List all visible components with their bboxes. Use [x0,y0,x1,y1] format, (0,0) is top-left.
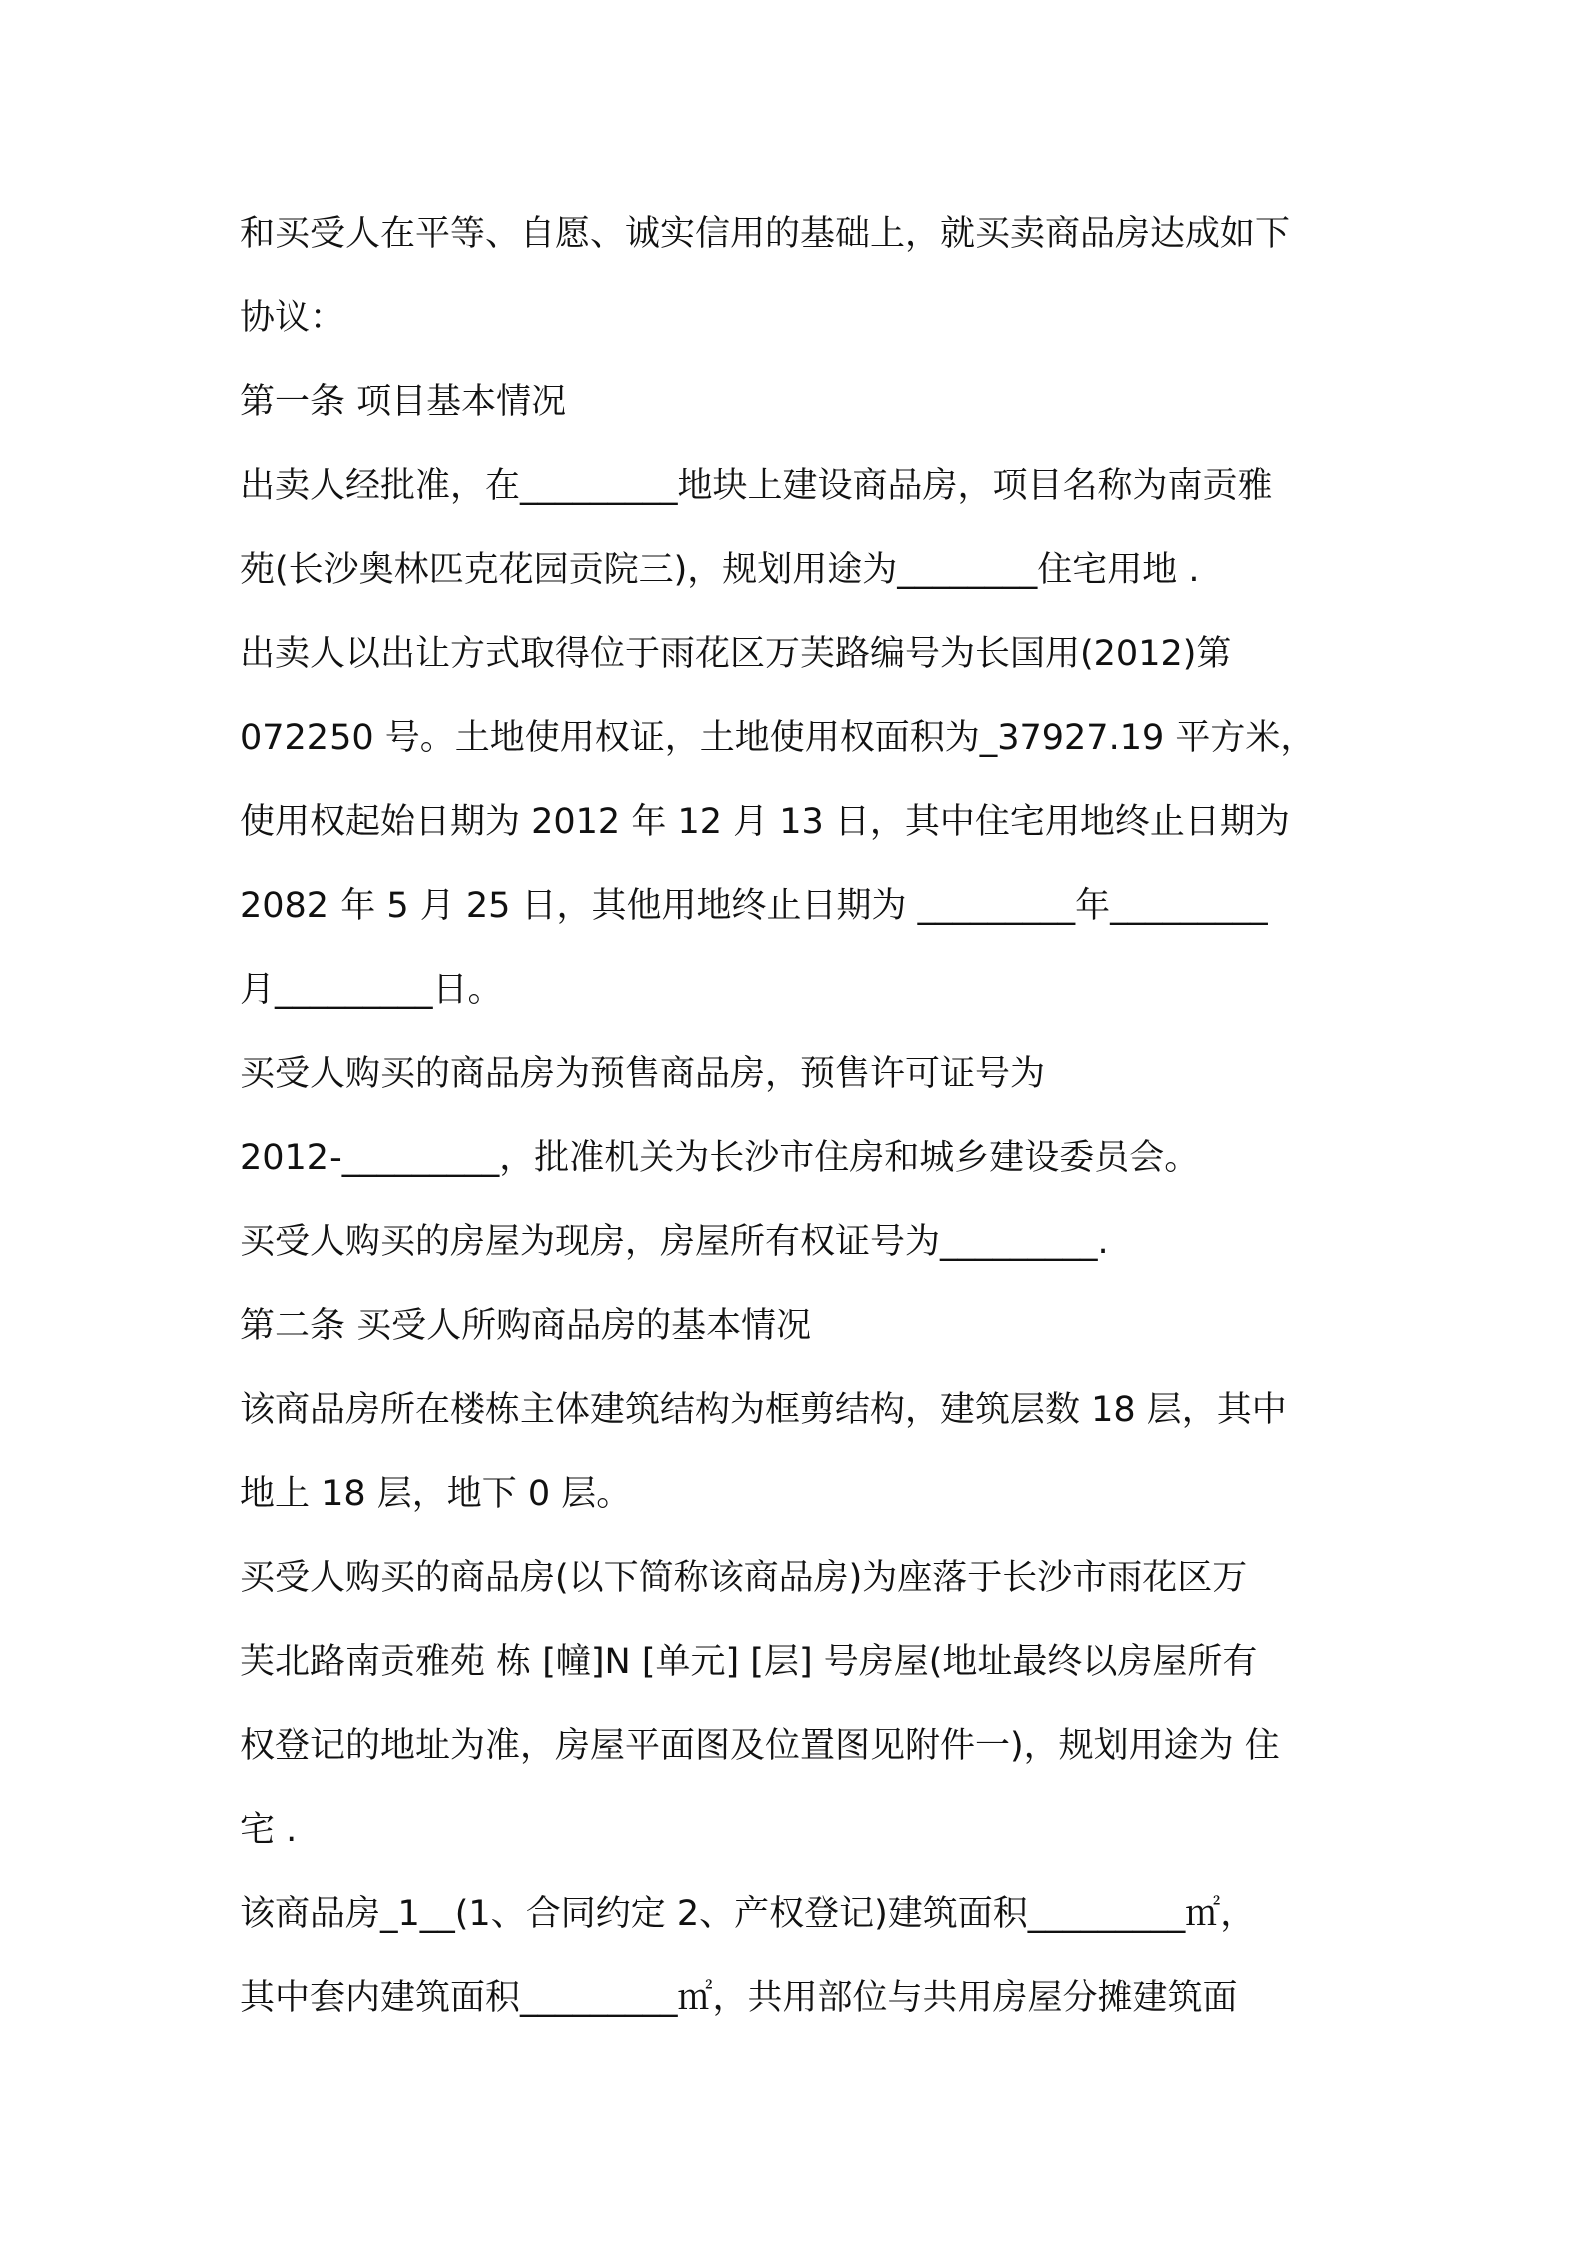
document-body [240,192,1360,2040]
text-line: 协议： [240,298,346,338]
text-line: 月_________日。 [240,970,503,1010]
text-line: 2012-_________，批准机关为长沙市住房和城乡建设委员会。 [240,1138,1200,1178]
article-heading: 第二条 买受人所购商品房的基本情况 [240,1306,812,1346]
text-line: 权登记的地址为准，房屋平面图及位置图见附件一)，规划用途为 住 [240,1726,1280,1766]
text-line: 宅 . [240,1810,298,1850]
text-line: 072250 号。土地使用权证，土地使用权面积为_37927.19 平方米， [240,718,1316,758]
text-line: 使用权起始日期为 2012 年 12 月 13 日，其中住宅用地终止日期为 [240,802,1290,842]
text-line: 买受人购买的商品房(以下简称该商品房)为座落于长沙市雨花区万 [240,1558,1248,1598]
article-heading: 第一条 项目基本情况 [240,382,567,422]
text-line: 该商品房_1__(1、合同约定 2、产权登记)建筑面积_________㎡， [240,1894,1256,1934]
text-line: 苑(长沙奥林匹克花园贡院三)，规划用途为________住宅用地 . [240,550,1200,590]
text-line: 其中套内建筑面积_________㎡，共用部位与共用房屋分摊建筑面 [240,1978,1238,2018]
text-line: 买受人购买的商品房为预售商品房，预售许可证号为 [240,1054,1046,1094]
text-line: 和买受人在平等、自愿、诚实信用的基础上，就买卖商品房达成如下 [240,214,1291,254]
text-line: 地上 18 层，地下 0 层。 [240,1474,632,1514]
text-line: 2082 年 5 月 25 日，其他用地终止日期为 _________年_________ [240,886,1268,926]
text-line: 芙北路南贡雅苑 栋 [幢]N [单元] [层] 号房屋(地址最终以房屋所有 [240,1642,1258,1682]
text-line: 该商品房所在楼栋主体建筑结构为框剪结构，建筑层数 18 层，其中 [240,1390,1287,1430]
text-line: 买受人购买的房屋为现房，房屋所有权证号为_________. [240,1222,1109,1262]
text-line: 出卖人经批准，在_________地块上建设商品房，项目名称为南贡雅 [240,466,1273,506]
text-line: 出卖人以出让方式取得位于雨花区万芙路编号为长国用(2012)第 [240,634,1232,674]
